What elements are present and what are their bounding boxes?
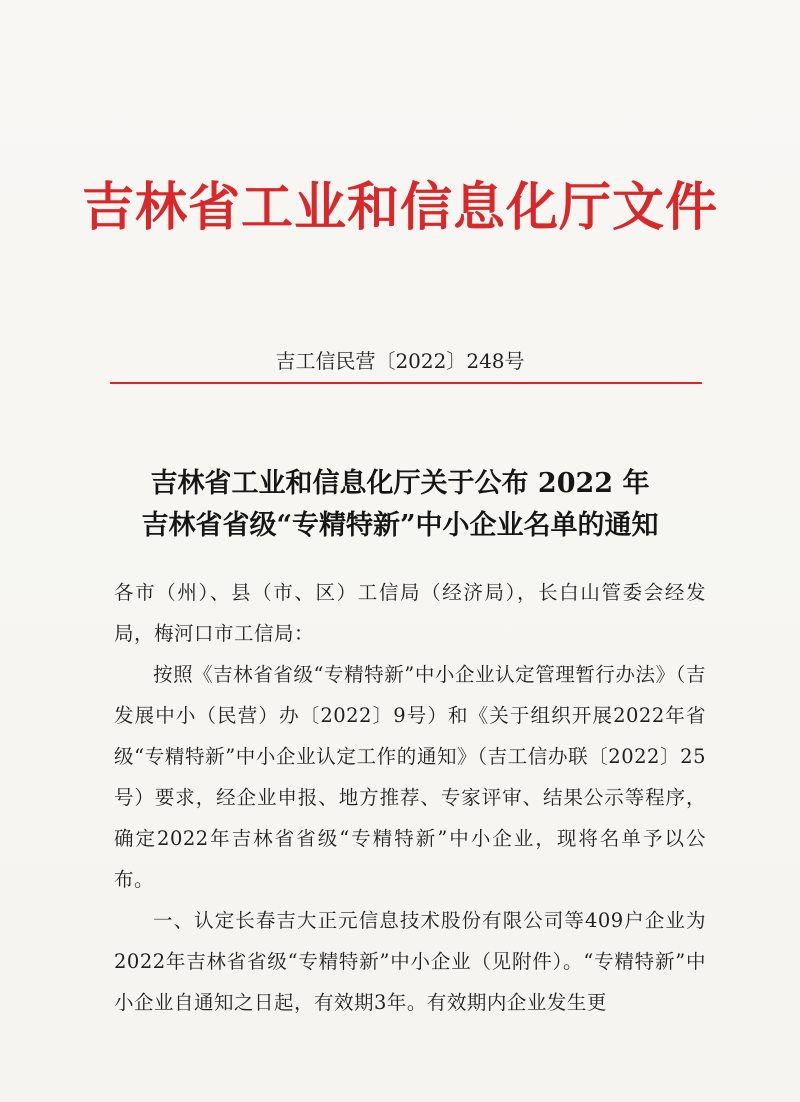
- addressee-paragraph: 各市（州）、县（市、区）工信局（经济局），长白山管委会经发局，梅河口市工信局：: [114, 581, 706, 645]
- document-header-title: 吉林省工业和信息化厅文件: [81, 178, 718, 238]
- document-number: 吉工信民营〔2022〕248号: [275, 349, 525, 373]
- red-divider-line: [110, 382, 702, 384]
- document-body: [114, 572, 706, 1023]
- notice-title: [0, 463, 800, 547]
- body-paragraph-2: 一、认定长春吉大正元信息技术股份有限公司等409户企业为2022年吉林省省级“专精特新”中小企业（见附件）。“专精特新”中小企业自通知之日起，有效期3年。有效期内企业发生更: [114, 909, 706, 1014]
- body-paragraph-1: 按照《吉林省省级“专精特新”中小企业认定管理暂行办法》（吉发展中小（民营）办〔2022〕9号）和《关于组织开展2022年省级“专精特新”中小企业认定工作的通知》（吉工信办联〔2022〕25号）要求，经企业申报、地方推荐、专家评审、结果公示等程序，确定2022年吉林省省级“专精特新”中小企业，现将名单予以公布。: [114, 663, 706, 891]
- notice-title-line-2: 吉林省省级“专精特新”中小企业名单的通知: [141, 510, 659, 541]
- notice-title-line-1: 吉林省工业和信息化厅关于公布 2022 年: [150, 468, 650, 499]
